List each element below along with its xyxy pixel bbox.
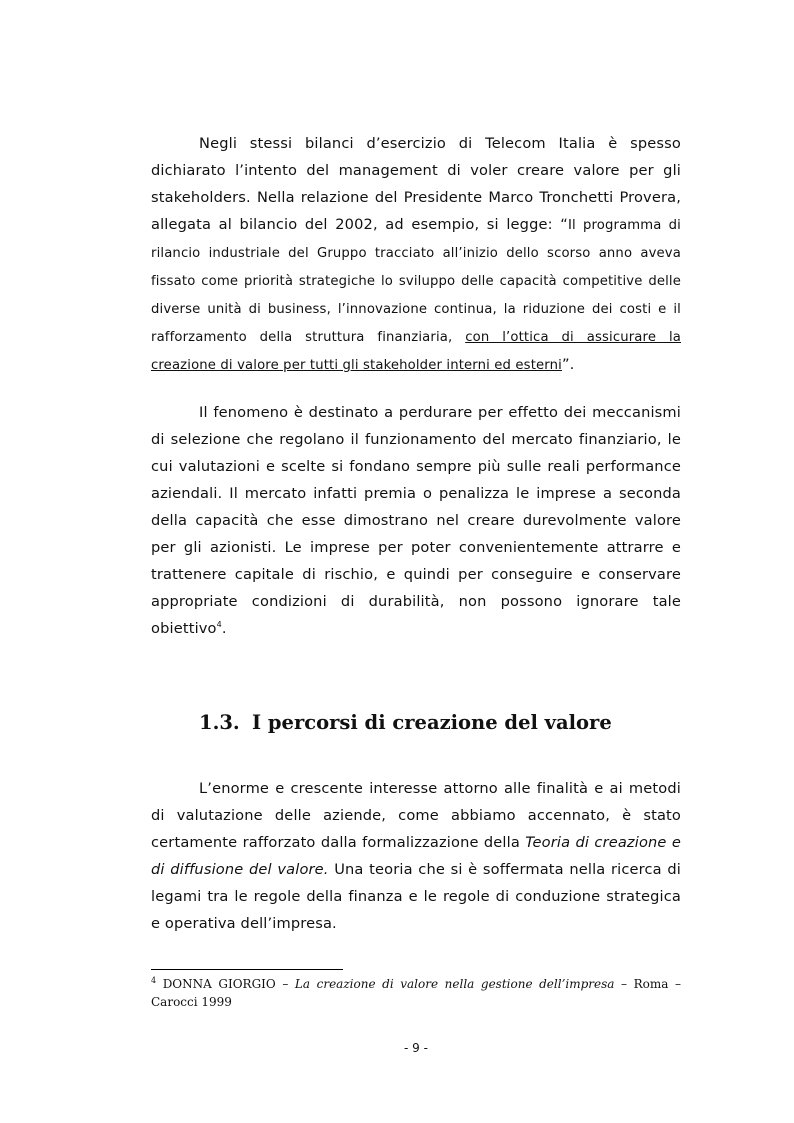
footnote-separator (151, 969, 343, 970)
italic-term: Teoria di creazione e di diffusione del valore. (151, 834, 681, 878)
quote-text: Il programma di rilancio industriale del Gruppo tracciato all’inizio dello scorso anno aveva fissato come priorità strategiche lo sviluppo delle capacità competitive delle diverse unità di business, l’innovazione continua, la riduzione dei costi e il rafforzamento della struttura finanziaria, (151, 218, 681, 345)
section-title: I percorsi di creazione del valore (252, 711, 612, 734)
footnote-publisher: – Roma – Carocci 1999 (151, 977, 681, 1009)
section-number: 1.3. (199, 711, 240, 734)
section-heading (199, 711, 612, 734)
footnote-reference: 4 (216, 620, 222, 630)
page-number: - 9 - (404, 1041, 428, 1055)
footnote-author: DONNA GIORGIO – (162, 977, 295, 991)
paragraph-fenomeno (151, 399, 681, 642)
quote-underlined: con l’ottica di assicurare la creazione di valore per tutti gli stakeholder interni ed esterni (151, 330, 681, 373)
footnote-title: La creazione di valore nella gestione dell’impresa (294, 977, 615, 991)
paragraph-text: L’enorme e crescente interesse attorno alle finalità e ai metodi di valutazione delle aziende, come abbiamo accennato, è stato certamente rafforzato dalla formalizzazione della (151, 780, 681, 851)
paragraph-text: Il fenomeno è destinato a perdurare per effetto dei meccanismi di selezione che regolano il funzionamento del mercato finanziario, le cui valutazioni e scelte si fondano sempre più sulle reali performance aziendali. Il mercato infatti premia o penalizza le imprese a seconda della capacità che esse dimostrano nel creare durevolmente valore per gli azionisti. Le imprese per poter convenientemente attrarre e trattenere capitale di rischio, e quindi per conseguire e conservare appropriate condizioni di durabilità, non possono ignorare tale obiettivo (151, 404, 681, 637)
paragraph-end: . (221, 620, 227, 637)
footnote-marker: 4 (151, 976, 157, 985)
quote-close: ”. (561, 356, 575, 373)
paragraph-telecom (151, 130, 681, 379)
paragraph-text-continued: Una teoria che si è soffermata nella ricerca di legami tra le regole della finanza e le regole di conduzione strategica e operativa dell’impresa. (151, 861, 681, 932)
paragraph-text: Negli stessi bilanci d’esercizio di Telecom Italia è spesso dichiarato l’intento del management di voler creare valore per gli stakeholders. Nella relazione del Presidente Marco Tronchetti Provera, allegata al bilancio del 2002, ad esempio, si legge: “ (151, 135, 681, 233)
paragraph-interesse (151, 775, 681, 937)
footnote (151, 975, 681, 1011)
